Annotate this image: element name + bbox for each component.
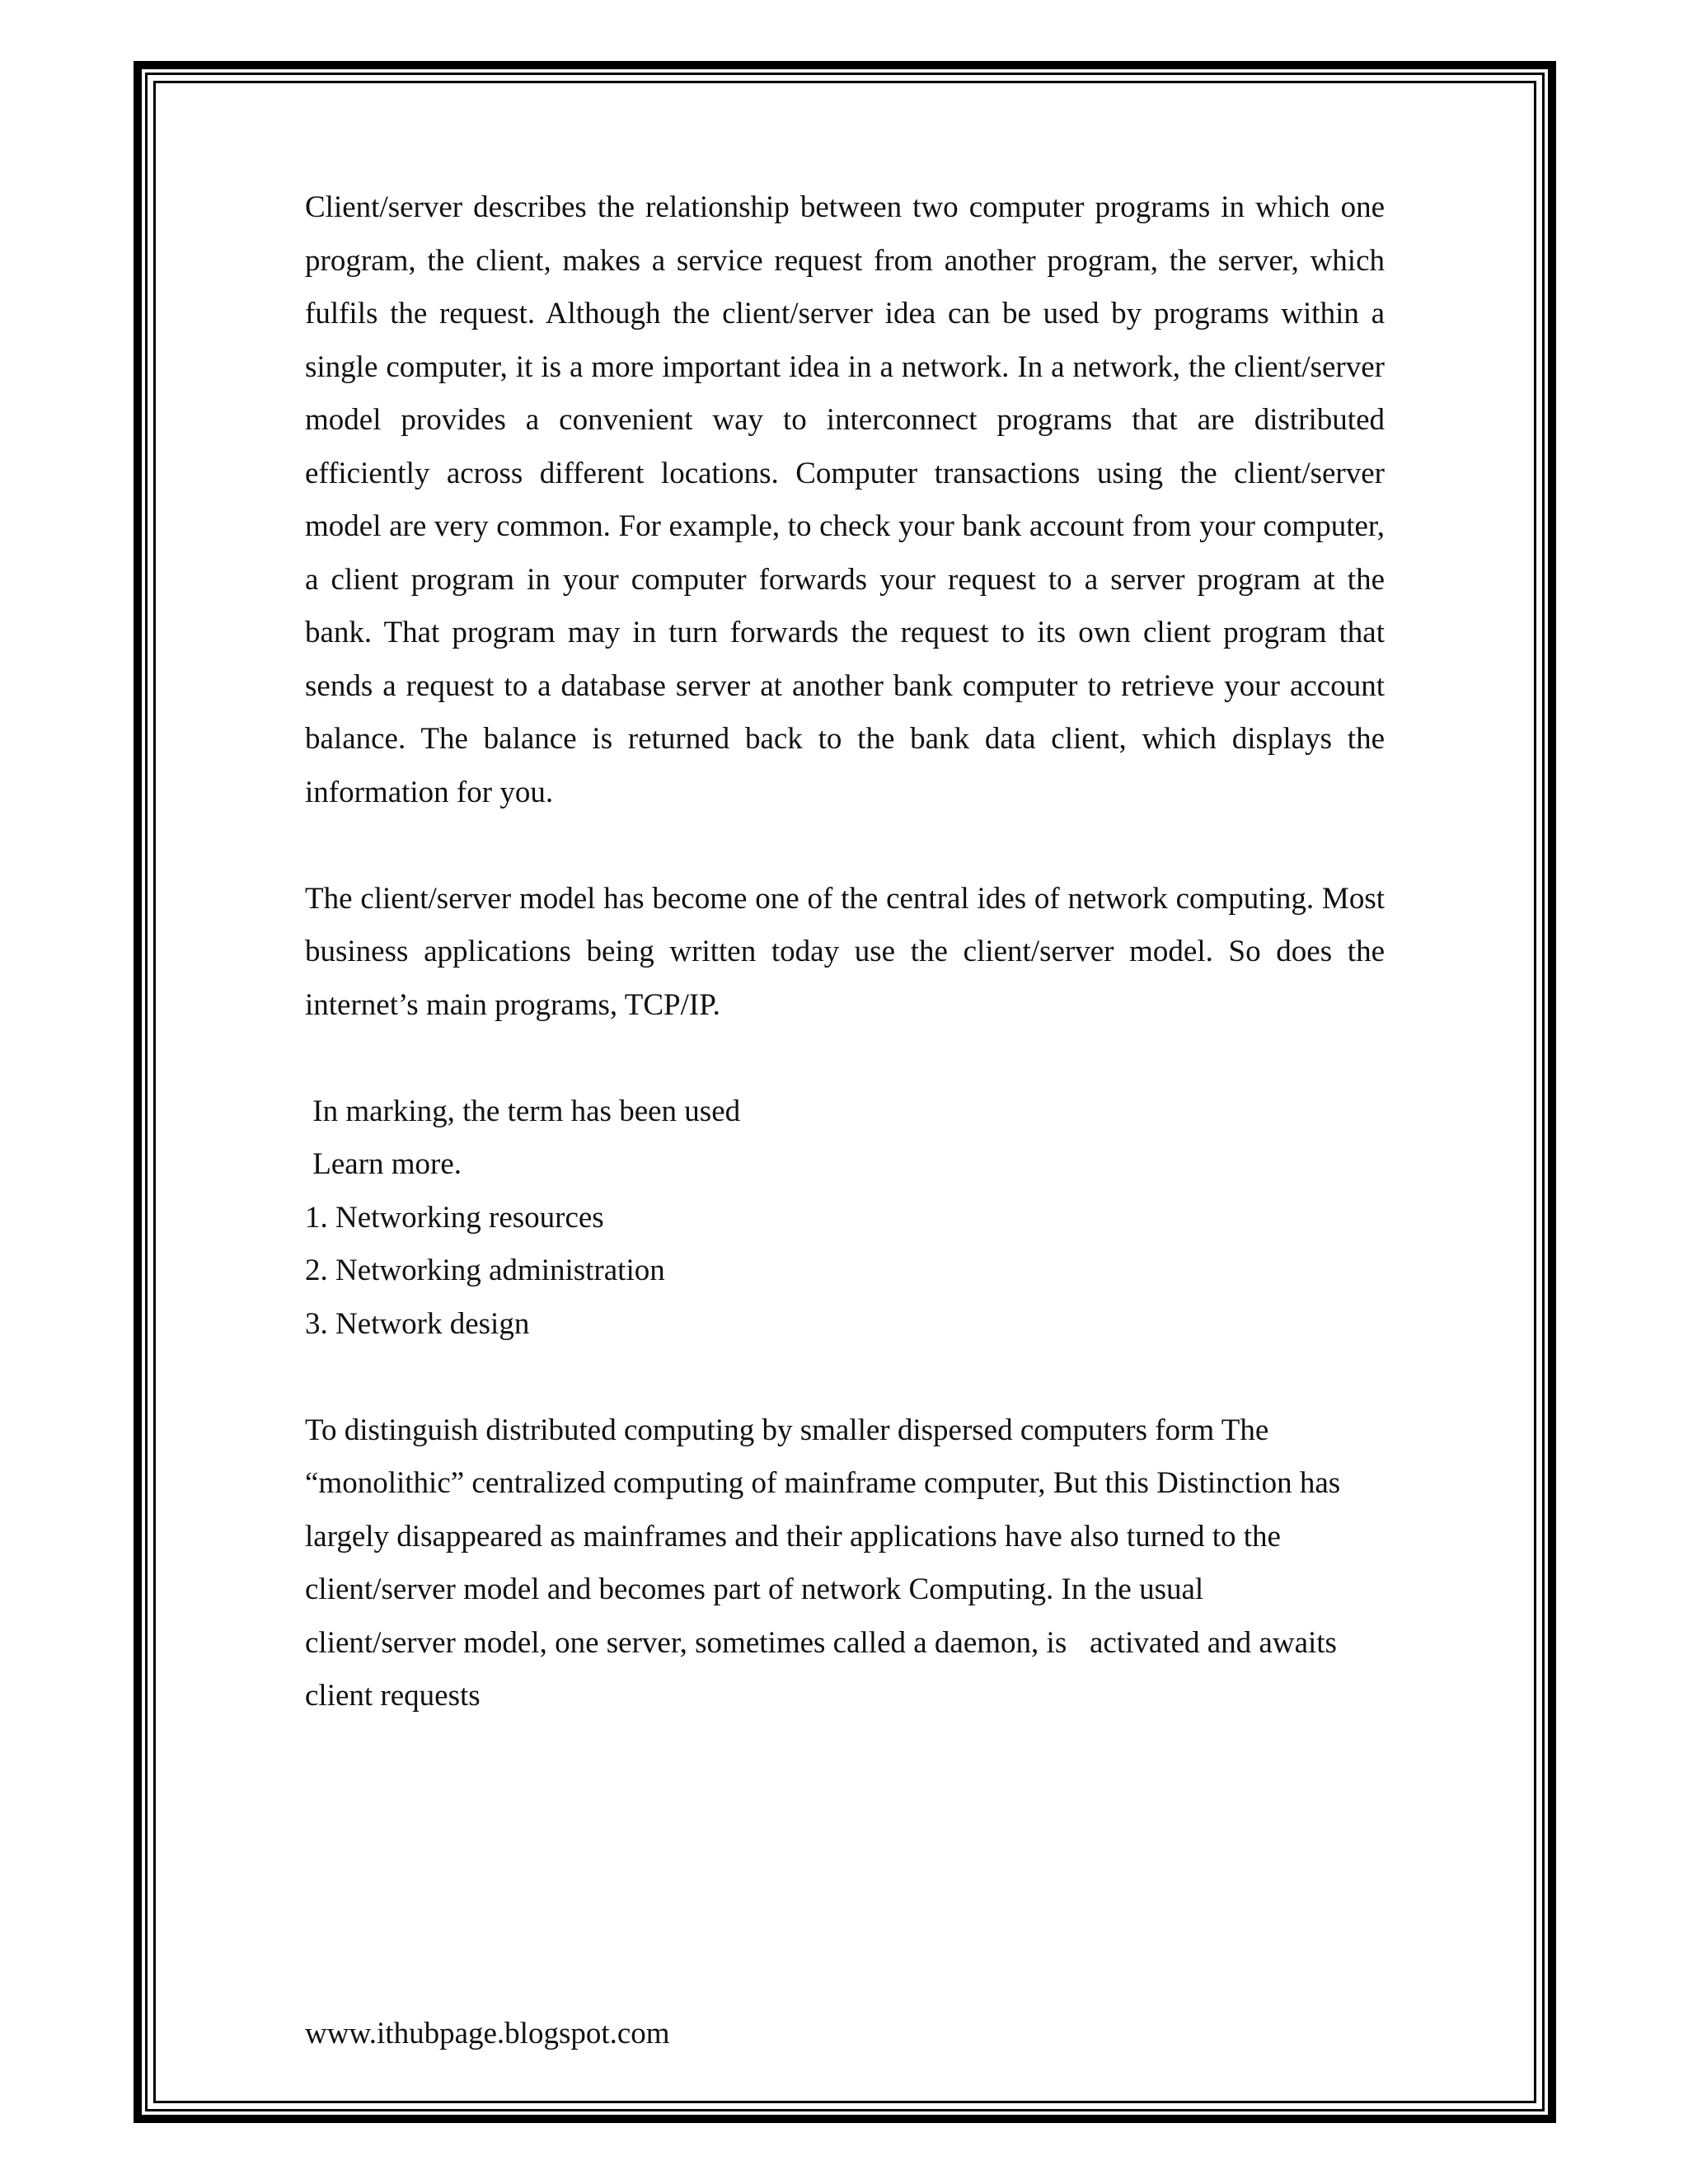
paragraph-gap [305,1351,1385,1404]
paragraph-distributed-computing [305,1404,1385,1723]
list-item: 3. Network design [305,1306,530,1341]
text-line: largely disappeared as mainframes and their applications have also turned to the [305,1519,1281,1554]
paragraph-network-computing: The client/server model has become one of the central ides of network computing. Most business applications being written today use the client/server model. So does the internet’s main programs, TCP/IP. [305,881,1385,1022]
text-line: client/server model and becomes part of network Computing. In the usual [305,1572,1204,1606]
footer-url: www.ithubpage.blogspot.com [305,2017,670,2050]
list-item: 2. Networking administration [305,1254,665,1287]
text-line: client requests [305,1679,481,1713]
text-line: “monolithic” centralized computing of mainframe computer, But this Distinction has [305,1466,1341,1500]
list-item: 1. Networking resources [305,1200,604,1235]
paragraph-client-server-definition: Client/server describes the relationship between two computer programs in which one program, the client, makes a service request from another program, the server, which fulfils the request. Although the client/server idea can be used by programs within a single computer, it is a more important idea in a network. In a network, the client/server model provides a convenient way to interconnect programs that are distributed efficiently across different locations. Computer transactions using the client/server model are very common. For example, to check your bank account from your computer, a client program in your computer forwards your request to a server program at the bank. That program may in turn forwards the request to its own client program that sends a request to a database server at another bank computer to retrieve your account balance. The balance is returned back to the bank data client, which displays the information for you. [305,190,1385,809]
document-body [305,181,1385,1723]
text-line: To distinguish distributed computing by smaller dispersed computers form The [305,1413,1269,1447]
paragraph-gap [305,1032,1385,1085]
marking-intro: In marking, the term has been used [305,1094,741,1128]
paragraph-gap [305,819,1385,873]
text-line: client/server model, one server, sometimes called a daemon, is activated and awaits [305,1625,1337,1660]
marking-section [305,1085,1385,1352]
learn-more-text: Learn more. [305,1147,462,1181]
